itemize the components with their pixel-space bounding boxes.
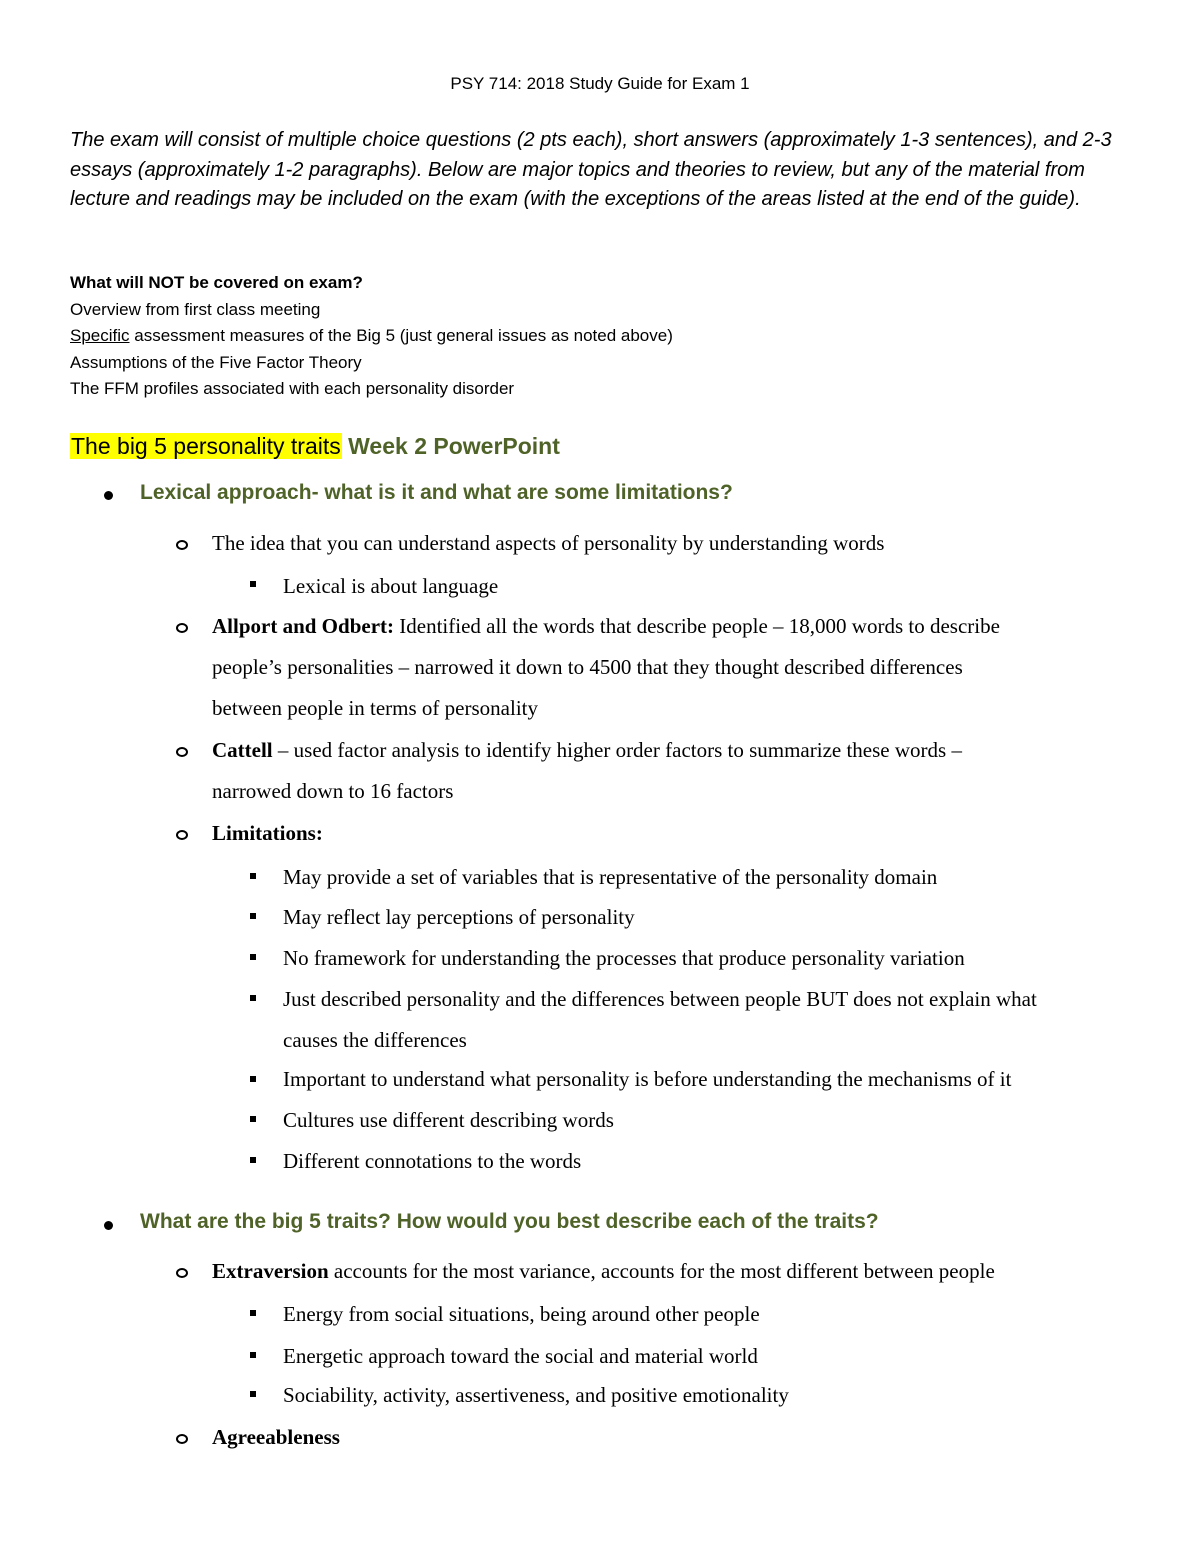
bullet-icon bbox=[104, 1221, 113, 1230]
square-bullet-icon bbox=[250, 873, 256, 879]
square-bullet-icon bbox=[250, 1157, 256, 1163]
not-covered-item: Overview from first class meeting bbox=[70, 299, 321, 319]
not-covered-section bbox=[70, 270, 673, 403]
list-item: Energetic approach toward the social and material world bbox=[283, 1344, 758, 1368]
not-covered-item bbox=[70, 323, 673, 350]
text: – used factor analysis to identify higher order factors to summarize these words – bbox=[272, 738, 962, 762]
term: Limitations: bbox=[212, 821, 323, 845]
circle-bullet-icon bbox=[176, 747, 188, 757]
square-bullet-icon bbox=[250, 913, 256, 919]
intro-paragraph: The exam will consist of multiple choice questions (2 pts each), short answers (approximately 1-3 sentences), and 2-3 essays (approximately 1-2 paragraphs). Below are major topics and theories to review, but any of the material from lecture and readings may be included on the exam (with the exceptions of the areas listed at the end of the guide). bbox=[70, 129, 1112, 210]
square-bullet-icon bbox=[250, 1076, 256, 1082]
list-item: May provide a set of variables that is representative of the personality domain bbox=[283, 865, 938, 889]
list-item bbox=[212, 606, 1132, 729]
square-bullet-icon bbox=[250, 954, 256, 960]
circle-bullet-icon bbox=[176, 1268, 188, 1278]
list-item: Important to understand what personality is before understanding the mechanisms of it bbox=[283, 1067, 1012, 1091]
square-bullet-icon bbox=[250, 1391, 256, 1397]
list-item bbox=[212, 730, 1132, 812]
list-item: Sociability, activity, assertiveness, and positive emotionality bbox=[283, 1383, 789, 1407]
term: Agreeableness bbox=[212, 1425, 340, 1449]
list-item: Cultures use different describing words bbox=[283, 1108, 614, 1132]
circle-bullet-icon bbox=[176, 623, 188, 633]
term: Cattell bbox=[212, 738, 273, 762]
circle-bullet-icon bbox=[176, 830, 188, 840]
list-item: The idea that you can understand aspects of personality by understanding words bbox=[212, 531, 885, 555]
not-covered-heading: What will NOT be covered on exam? bbox=[70, 273, 363, 292]
list-item: Different connotations to the words bbox=[283, 1149, 582, 1173]
question-heading: What are the big 5 traits? How would you best describe each of the traits? bbox=[140, 1210, 879, 1233]
heading-source: Week 2 PowerPoint bbox=[341, 433, 560, 459]
list-item bbox=[283, 979, 1143, 1061]
list-item bbox=[212, 1251, 1132, 1292]
highlighted-heading-text: The big 5 personality traits bbox=[71, 433, 341, 459]
underlined-word: Specific bbox=[70, 326, 130, 345]
text: accounts for the most variance, accounts for the most different between people bbox=[328, 1259, 995, 1283]
list-item: Lexical is about language bbox=[283, 574, 499, 598]
document-title: PSY 714: 2018 Study Guide for Exam 1 bbox=[450, 74, 750, 93]
bullet-icon bbox=[104, 491, 113, 500]
text: Identified all the words that describe people – 18,000 words to describe bbox=[394, 614, 1000, 638]
list-item bbox=[212, 1417, 1132, 1458]
square-bullet-icon bbox=[250, 581, 256, 587]
question-heading: Lexical approach- what is it and what are some limitations? bbox=[140, 481, 733, 504]
item-text: assessment measures of the Big 5 (just general issues as noted above) bbox=[129, 326, 673, 345]
list-item: May reflect lay perceptions of personality bbox=[283, 905, 635, 929]
not-covered-item: The FFM profiles associated with each personality disorder bbox=[70, 379, 515, 398]
text: between people in terms of personality bbox=[212, 696, 538, 720]
square-bullet-icon bbox=[250, 1310, 256, 1316]
text: people’s personalities – narrowed it down to 4500 that they thought described differences bbox=[212, 655, 963, 679]
circle-bullet-icon bbox=[176, 540, 188, 550]
text: Just described personality and the differences between people BUT does not explain what bbox=[283, 987, 1037, 1011]
square-bullet-icon bbox=[250, 1116, 256, 1122]
list-item: No framework for understanding the processes that produce personality variation bbox=[283, 946, 965, 970]
text: narrowed down to 16 factors bbox=[212, 779, 454, 803]
not-covered-item: Assumptions of the Five Factor Theory bbox=[70, 352, 362, 372]
section-heading bbox=[70, 430, 560, 462]
term: Allport and Odbert: bbox=[212, 614, 395, 638]
term: Extraversion bbox=[212, 1259, 329, 1283]
list-item: Energy from social situations, being around other people bbox=[283, 1302, 760, 1326]
list-item bbox=[212, 813, 1132, 854]
circle-bullet-icon bbox=[176, 1434, 188, 1444]
square-bullet-icon bbox=[250, 1352, 256, 1358]
square-bullet-icon bbox=[250, 995, 256, 1001]
text: causes the differences bbox=[283, 1028, 467, 1052]
